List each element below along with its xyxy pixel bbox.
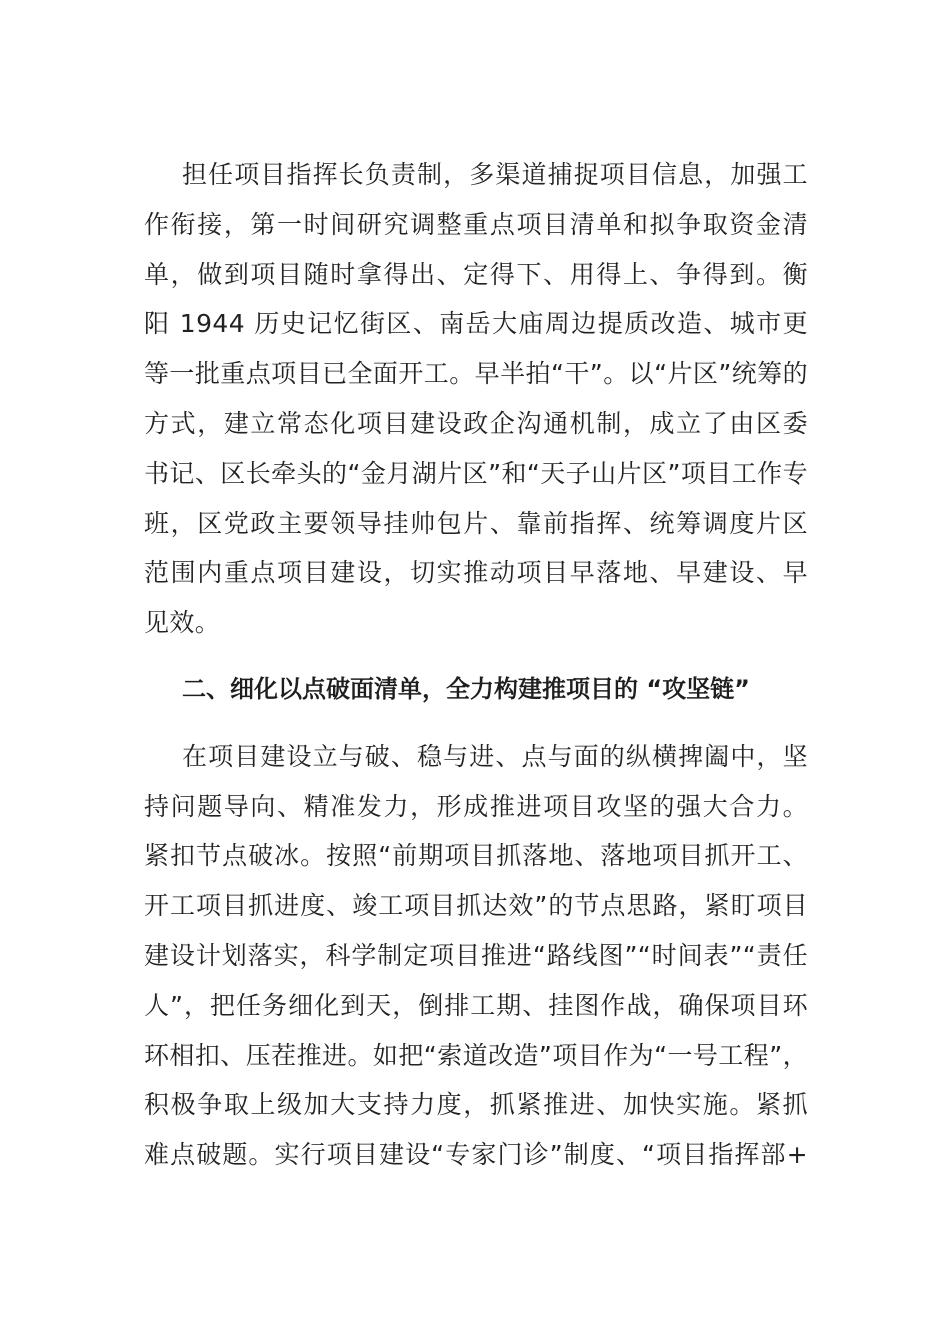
paragraph-1-line: 单，做到项目随时拿得出、定得下、用得上、争得到。衡 [144, 259, 808, 289]
section-heading: 二、细化以点破面清单，全力构建推项目的 “攻坚链” [182, 674, 750, 703]
paragraph-1-line: 范围内重点项目建设，切实推动项目早落地、早建设、早 [144, 558, 808, 588]
paragraph-1-line: 书记、区长牵头的“金月湖片区”和“天子山片区”项目工作专 [144, 458, 808, 488]
paragraph-2-line: 环相扣、压茬推进。如把“索道改造”项目作为“一号工程”， [144, 1040, 808, 1070]
paragraph-1-line-last: 见效。 [144, 608, 221, 638]
paragraph-1-line: 方式，建立常态化项目建设政企沟通机制，成立了由区委 [144, 408, 808, 438]
paragraph-1 [144, 150, 808, 648]
paragraph-2-line: 难点破题。实行项目建设“专家门诊”制度、“项目指挥部+ [144, 1140, 808, 1170]
paragraph-2-line: 人”，把任务细化到天，倒排工期、挂图作战，确保项目环 [144, 990, 808, 1020]
paragraph-2-line: 紧扣节点破冰。按照“前期项目抓落地、落地项目抓开工、 [144, 841, 808, 871]
paragraph-2-line: 开工项目抓进度、竣工项目抓达效”的节点思路，紧盯项目 [144, 891, 808, 921]
paragraph-2-line: 持问题导向、精准发力，形成推进项目攻坚的强大合力。 [144, 791, 808, 821]
paragraph-2 [144, 732, 808, 1180]
paragraph-1-line: 担任项目指挥长负责制，多渠道捕捉项目信息，加强工 [182, 160, 808, 189]
document-page [144, 150, 808, 1180]
paragraph-1-line: 阳 1944 历史记忆街区、南岳大庙周边提质改造、城市更 [144, 309, 808, 339]
paragraph-2-line: 建设计划落实，科学制定项目推进“路线图”“时间表”“责任 [144, 940, 808, 970]
paragraph-1-line: 等一批重点项目已全面开工。早半拍“干”。以“片区”统筹的 [144, 359, 808, 389]
paragraph-1-line: 班，区党政主要领导挂帅包片、靠前指挥、统筹调度片区 [144, 508, 808, 538]
paragraph-2-line: 积极争取上级加大支持力度，抓紧推进、加快实施。紧抓 [144, 1090, 808, 1120]
paragraph-2-line: 在项目建设立与破、稳与进、点与面的纵横捭阖中，坚 [182, 741, 808, 771]
paragraph-1-line: 作衔接，第一时间研究调整重点项目清单和拟争取资金清 [144, 209, 808, 239]
